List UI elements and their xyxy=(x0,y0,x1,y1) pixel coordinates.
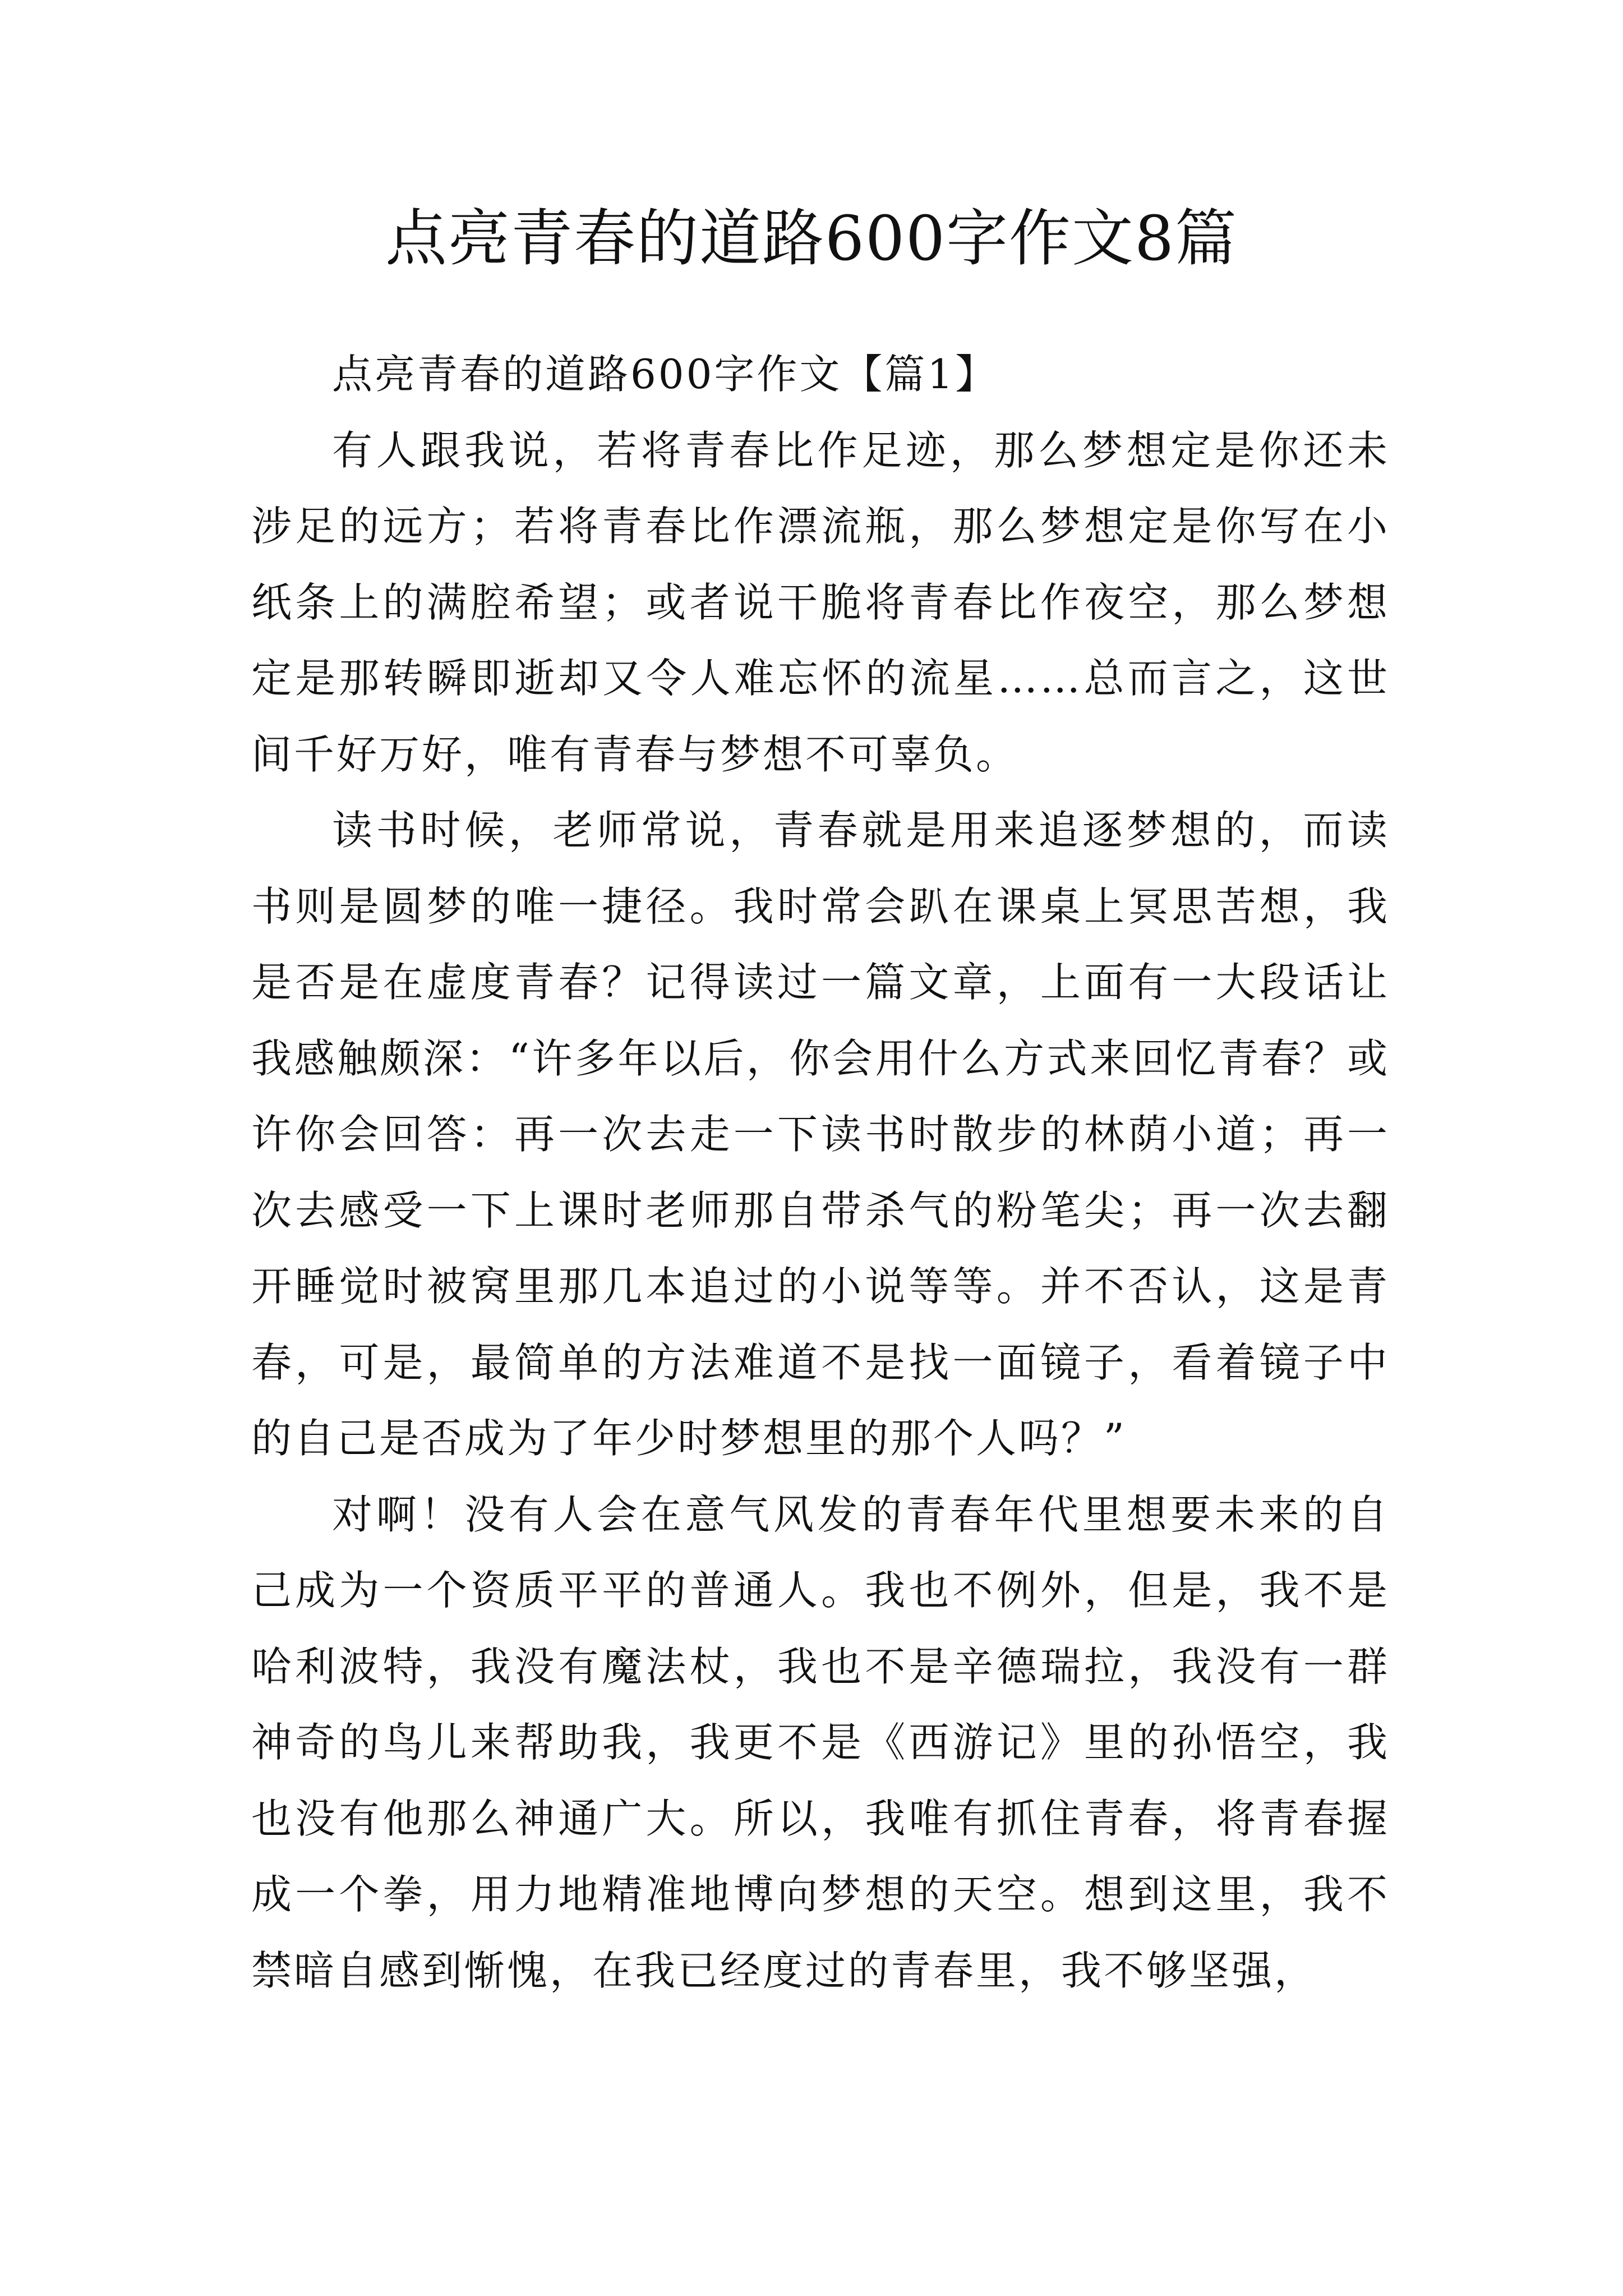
paragraph: 有人跟我说，若将青春比作足迹，那么梦想定是你还未涉足的远方；若将青春比作漂流瓶，那么梦想定是你写在小纸条上的满腔希望；或者说干脆将青春比作夜空，那么梦想定是那转瞬即逝却又令人难忘怀的流星……总而言之，这世间千好万好，唯有青春与梦想不可辜负。 xyxy=(251,426,1390,778)
paragraph: 对啊！没有人会在意气风发的青春年代里想要未来的自己成为一个资质平平的普通人。我也不例外，但是，我不是哈利波特，我没有魔法杖，我也不是辛德瑞拉，我没有一群神奇的鸟儿来帮助我，我更不是《西游记》里的孙悟空，我也没有他那么神通广大。所以，我唯有抓住青春，将青春握成一个拳，用力地精准地博向梦想的天空。想到这里，我不禁暗自感到惭愧，在我已经度过的青春里，我不够坚强， xyxy=(251,1490,1390,1994)
section-heading: 点亮青春的道路600字作文【篇1】 xyxy=(332,351,998,398)
paragraph: 读书时候，老师常说，青春就是用来追逐梦想的，而读书则是圆梦的唯一捷径。我时常会趴在课桌上冥思苦想，我是否是在虚度青春？记得读过一篇文章，上面有一大段话让我感触颇深：“许多年以后，你会用什么方式来回忆青春？或许你会回答：再一次去走一下读书时散步的林荫小道；再一次去感受一下上课时老师那自带杀气的粉笔尖；再一次去翻开睡觉时被窝里那几本追过的小说等等。并不否认，这是青春，可是，最简单的方法难道不是找一面镜子，看着镜子中的自己是否成为了年少时梦想里的那个人吗？” xyxy=(251,807,1390,1462)
document-title: 点亮青春的道路600字作文8篇 xyxy=(385,203,1238,274)
document-body xyxy=(251,337,1390,2009)
